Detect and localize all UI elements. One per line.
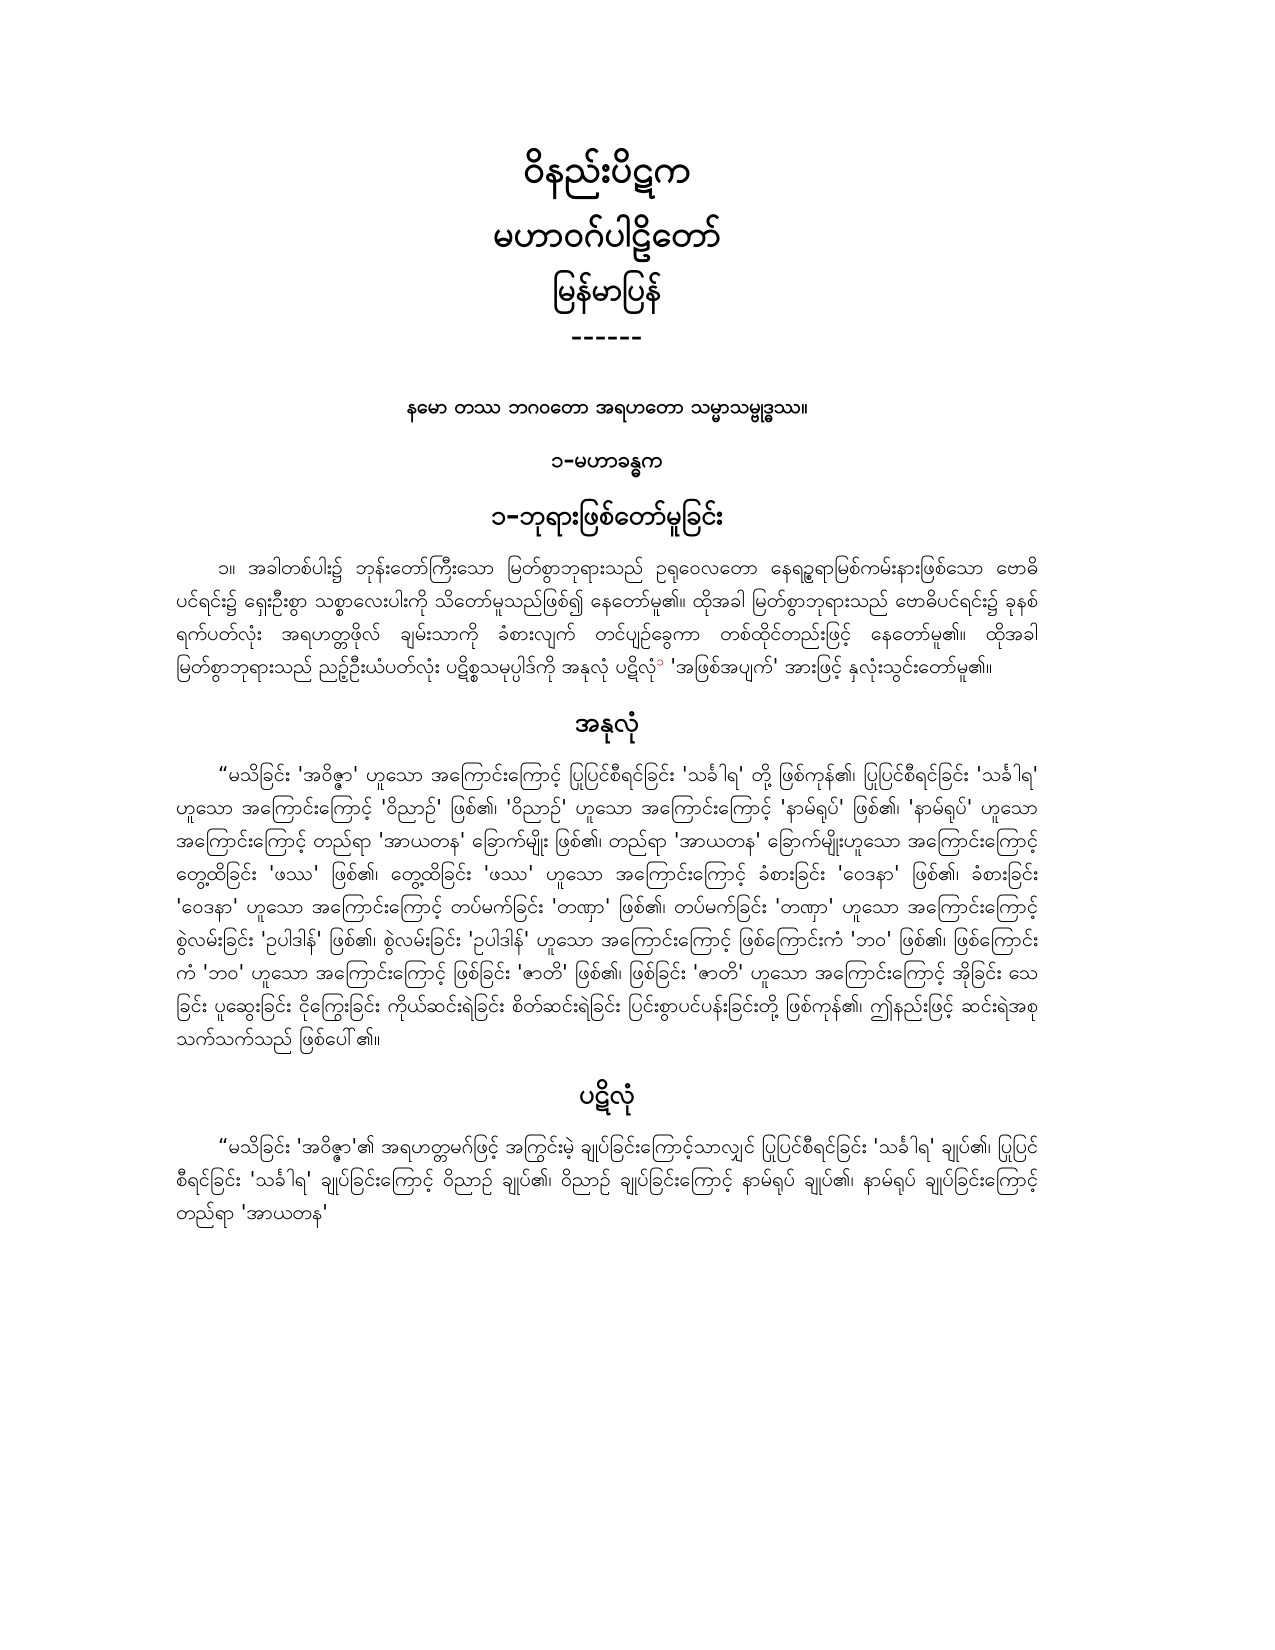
paragraph-1-text-after: 'အဖြစ်အပျက်' အားဖြင့် နှလုံးသွင်းတော်မူ၏။	[670, 653, 993, 678]
homage-line: နမော တဿ ဘဂဝတော အရဟတော သမ္မာသမ္ဗုဒ္ဓဿ။	[406, 393, 808, 418]
book-title: မဟာဝဂ်ပါဠိတော်	[492, 213, 722, 255]
section-heading: ၁–ဘုရားဖြစ်တော်မူခြင်း	[490, 499, 724, 531]
paragraph-3: “မသိခြင်း 'အဝိဇ္ဇာ'၏ အရဟတ္တမဂ်ဖြင့် အကြွင်းမဲ့ ချုပ်ခြင်းကြောင့်သာလျှင် ပြုပြင်စီရင်ခြင်း 'သင်္ခါရ' ချုပ်၏၊ ပြုပြင်စီရင်ခြင်း 'သင်္ခါရ' ချုပ်ခြင်းကြောင့် ဝိညာဉ် ချုပ်၏၊ ဝိညာဉ် ချုပ်ခြင်းကြောင့် နာမ်ရုပ် ချုပ်၏၊ နာမ်ရုပ် ချုပ်ခြင်းကြောင့် တည်ရာ 'အာယတန'	[176, 1133, 1038, 1224]
pitaka-title: ဝိနည်းပိဋက	[523, 147, 691, 191]
footnote-marker[interactable]: ၁	[656, 654, 664, 669]
translation-label: မြန်မာပြန်	[552, 271, 662, 308]
chapter-heading: ၁–မဟာခန္ဓက	[551, 447, 663, 473]
patiloma-heading: ပဋိလုံ	[579, 1078, 635, 1110]
paragraph-2: “မသိခြင်း 'အဝိဇ္ဇာ' ဟူသော အကြောင်းကြောင့် ပြုပြင်စီရင်ခြင်း 'သင်္ခါရ' တို့ ဖြစ်ကုန်၏၊ ပြုပြင်စီရင်ခြင်း 'သင်္ခါရ' ဟူသော အကြောင်းကြောင့် 'ဝိညာဉ်' ဖြစ်၏၊ 'ဝိညာဉ်' ဟူသော အကြောင်းကြောင့် 'နာမ်ရုပ်' ဖြစ်၏၊ 'နာမ်ရုပ်' ဟူသော အကြောင်းကြောင့် တည်ရာ 'အာယတန' ခြောက်မျိုး ဖြစ်၏၊ တည်ရာ 'အာယတန' ခြောက်မျိုးဟူသော အကြောင်းကြောင့် တွေ့ထိခြင်း 'ဖဿ' ဖြစ်၏၊ တွေ့ထိခြင်း 'ဖဿ' ဟူသော အကြောင်းကြောင့် ခံစားခြင်း 'ဝေဒနာ' ဖြစ်၏၊ ခံစားခြင်း 'ဝေဒနာ' ဟူသော အကြောင်းကြောင့် တပ်မက်ခြင်း 'တဏှာ' ဖြစ်၏၊ တပ်မက်ခြင်း 'တဏှာ' ဟူသော အကြောင်းကြောင့် စွဲလမ်းခြင်း 'ဥပါဒါန်' ဖြစ်၏၊ စွဲလမ်းခြင်း 'ဥပါဒါန်' ဟူသော အကြောင်းကြောင့် ဖြစ်ကြောင်းကံ 'ဘဝ' ဖြစ်၏၊ ဖြစ်ကြောင်းကံ 'ဘဝ' ဟူသော အကြောင်းကြောင့် ဖြစ်ခြင်း 'ဇာတိ' ဖြစ်၏၊ ဖြစ်ခြင်း 'ဇာတိ' ဟူသော အကြောင်းကြောင့် အိုခြင်း သေခြင်း ပူဆွေးခြင်း ငိုကြွေးခြင်း ကိုယ်ဆင်းရဲခြင်း စိတ်ဆင်းရဲခြင်း ပြင်းစွာပင်ပန်းခြင်းတို့ ဖြစ်ကုန်၏၊ ဤနည်းဖြင့် ဆင်းရဲအစုသက်သက်သည် ဖြစ်ပေါ်၏။	[176, 761, 1039, 1050]
title-divider: ––––––	[571, 324, 643, 350]
paragraph-1	[176, 551, 1038, 683]
anuloma-heading: အနုလုံ	[574, 706, 640, 738]
paragraph-1-text: ၁။ အခါတစ်ပါး၌ ဘုန်းတော်ကြီးသော မြတ်စွာဘုရားသည် ဥရုဝေလတော နေရဥ္စရာမြစ်ကမ်းနားဖြစ်သော ဗောဓိပင်ရင်း၌ ရှေးဦးစွာ သစ္စာလေးပါးကို သိတော်မူသည်ဖြစ်၍ နေတော်မူ၏။ ထိုအခါ မြတ်စွာဘုရားသည် ဗောဓိပင်ရင်း၌ ခုနစ်ရက်ပတ်လုံး အရဟတ္တဖိုလ် ချမ်းသာကို ခံစားလျက် တင်ပျဉ်ခွေကာ တစ်ထိုင်တည်းဖြင့် နေတော်မူ၏။ ထိုအခါ မြတ်စွာဘုရားသည် ညဉ့်ဦးယံပတ်လုံး ပဋိစ္စသမုပ္ပါဒ်ကို အနုလုံ ပဋိလုံ	[176, 554, 1038, 678]
